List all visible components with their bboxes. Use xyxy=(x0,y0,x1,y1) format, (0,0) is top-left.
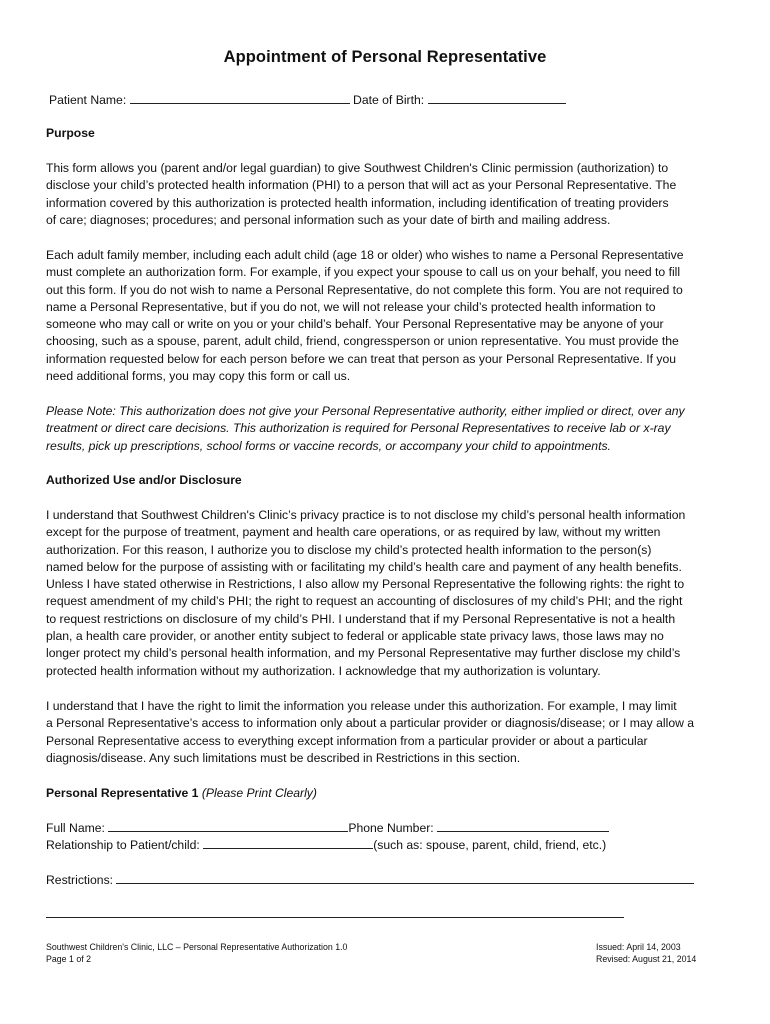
text-line: treatment or direct care decisions. This authorization is required for Personal Representatives to receive lab or x-ray xyxy=(46,421,671,436)
authorized-paragraph-1 xyxy=(46,507,726,680)
footer-form-name: Southwest Children's Clinic, LLC – Personal Representative Authorization 1.0 xyxy=(46,942,348,952)
text-line: of care; diagnoses; procedures; and personal information such as your date of birth and mailing address. xyxy=(46,212,611,227)
personal-rep-1-title: Personal Representative 1 xyxy=(46,786,199,800)
text-line: protected health information without my authorization. I acknowledge that my authorization is voluntary. xyxy=(46,663,601,678)
patient-name-label: Patient Name: xyxy=(49,93,127,107)
dob-field[interactable] xyxy=(428,92,566,104)
authorized-use-heading: Authorized Use and/or Disclosure xyxy=(46,473,242,487)
restrictions-field[interactable] xyxy=(116,872,694,884)
footer-revised-date: Revised: August 21, 2014 xyxy=(596,954,697,964)
text-line: choosing, such as a spouse, parent, adult child, friend, congressperson or union representative. You must provide the xyxy=(46,334,679,349)
text-line: information requested below for each person before we can treat that person as your Personal Representative. If you xyxy=(46,351,677,366)
text-line: This form allows you (parent and/or legal guardian) to give Southwest Children's Clinic permission (authorization) to xyxy=(46,161,669,175)
purpose-paragraph-2 xyxy=(46,247,726,385)
text-line: named below for the purpose of assisting with or facilitating my child’s health care and payment of any health benefits. xyxy=(46,559,682,574)
text-line: Please Note: This authorization does not give your Personal Representative authority, either implied or direct, over any xyxy=(46,404,685,418)
patient-name-field[interactable] xyxy=(130,92,350,104)
text-line: need additional forms, you may copy this form or call us. xyxy=(46,369,351,384)
personal-rep-1-heading xyxy=(46,786,317,800)
please-note-paragraph xyxy=(46,403,726,455)
text-line: Each adult family member, including each adult child (age 18 or older) who wishes to name a Personal Representative xyxy=(46,248,684,262)
text-line: must complete an authorization form. For example, if you expect your spouse to call us on your behalf, you need to fill xyxy=(46,265,681,280)
text-line: Personal Representative access to everything except information from a particular provider or about a particular xyxy=(46,733,648,748)
text-line: diagnosis/disease. Any such limitations must be described in Restrictions in this section. xyxy=(46,750,521,765)
full-name-row xyxy=(46,820,609,835)
text-line: disclose your child’s protected health information (PHI) to a person that will act as your Personal Representative. The xyxy=(46,178,677,193)
authorized-paragraph-2 xyxy=(46,698,726,767)
purpose-paragraph-1 xyxy=(46,160,726,229)
text-line: request amendment of my child’s PHI; the right to request an accounting of disclosures of my child’s PHI; and the right xyxy=(46,594,683,609)
footer-right xyxy=(596,941,696,965)
text-line: someone who may call or write on you or your child’s behalf. Your Personal Representative may be anyone of your xyxy=(46,317,664,332)
text-line: authorization. For this reason, I authorize you to disclose my child’s protected health information to the person(s) xyxy=(46,542,652,557)
text-line: plan, a health care provider, or another entity subject to federal or applicable state privacy laws, those laws may no xyxy=(46,629,664,644)
purpose-heading: Purpose xyxy=(46,126,95,140)
full-name-field[interactable] xyxy=(108,820,348,832)
footer-page-number: Page 1 of 2 xyxy=(46,954,91,964)
footer-issued-date: Issued: April 14, 2003 xyxy=(596,942,681,952)
relationship-label: Relationship to Patient/child: xyxy=(46,838,200,852)
restrictions-continuation-line[interactable] xyxy=(46,917,624,918)
text-line: except for the purpose of treatment, payment and health care operations, or as required by law, without my written xyxy=(46,525,661,540)
relationship-hint: (such as: spouse, parent, child, friend, etc.) xyxy=(373,838,607,852)
text-line: results, pick up prescriptions, school forms or vaccine records, or accompany your child to appointments. xyxy=(46,438,611,453)
patient-row xyxy=(49,92,566,107)
relationship-row xyxy=(46,837,606,852)
text-line: to request restrictions on disclosure of my child’s PHI. I understand that if my Personal Representative is not a health xyxy=(46,611,676,626)
text-line: I understand that I have the right to limit the information you release under this authorization. For example, I may limit xyxy=(46,699,677,713)
text-line: Unless I have stated otherwise in Restrictions, I also allow my Personal Representative the following rights: the right to xyxy=(46,577,685,592)
restrictions-row xyxy=(46,872,694,887)
restrictions-label: Restrictions: xyxy=(46,873,114,887)
footer-left xyxy=(46,941,347,965)
text-line: out this form. If you do not wish to name a Personal Representative, do not complete this form. You are not required to xyxy=(46,282,683,297)
dob-label: Date of Birth: xyxy=(353,93,425,107)
text-line: I understand that Southwest Children's Clinic’s privacy practice is to not disclose my child’s personal health information xyxy=(46,508,686,522)
full-name-label: Full Name: xyxy=(46,821,105,835)
document-title: Appointment of Personal Representative xyxy=(223,48,547,66)
print-clearly-note: (Please Print Clearly) xyxy=(201,786,317,800)
text-line: name a Personal Representative, but if you do not, we will not release your child’s protected health information to xyxy=(46,299,656,314)
text-line: a Personal Representative’s access to information only about a particular provider or diagnosis/disease; or I may allow a xyxy=(46,716,695,731)
phone-number-field[interactable] xyxy=(437,820,609,832)
relationship-field[interactable] xyxy=(203,837,373,849)
phone-number-label: Phone Number: xyxy=(348,821,434,835)
text-line: information covered by this authorization is protected health information, including identification of treating providers xyxy=(46,195,669,210)
text-line: longer protect my child’s personal health information, and my Personal Representative may further disclose my child’s xyxy=(46,646,681,661)
